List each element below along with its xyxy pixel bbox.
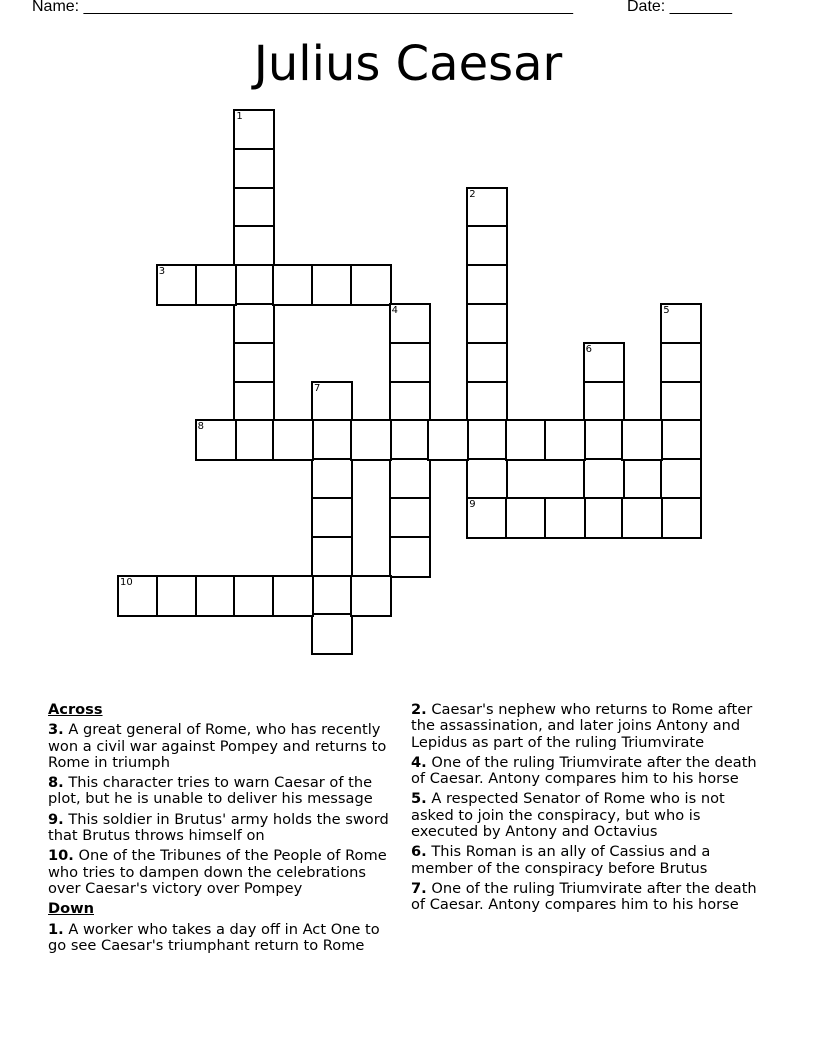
clue-text: A worker who takes a day off in Act One to go see Caesar's triumphant return to Rome xyxy=(48,920,380,954)
clue-down-4 xyxy=(411,755,771,788)
clue-number: 5. xyxy=(411,790,427,808)
cell-number: 5 xyxy=(663,305,670,316)
clue-across-10 xyxy=(48,848,400,897)
clue-text: This soldier in Brutus' army holds the sword that Brutus throws himself on xyxy=(48,810,389,845)
name-field-label[interactable]: Name: _______________________________________________________ xyxy=(32,0,573,15)
clue-number: 9. xyxy=(48,810,64,828)
cell-number: 2 xyxy=(469,188,476,200)
clue-number: 10. xyxy=(48,847,74,865)
cell-number: 4 xyxy=(391,305,398,316)
date-field-label[interactable]: Date: _______ xyxy=(627,0,732,15)
clue-text: Caesar's nephew who returns to Rome after the assassination, and later joins Antony and Lepidus as part of the ruling Triumvirate xyxy=(411,701,753,751)
clue-text: This Roman is an ally of Cassius and a member of the conspiracy before Brutus xyxy=(411,843,711,877)
cell-number: 6 xyxy=(585,343,592,355)
clue-down-1 xyxy=(48,922,400,955)
clue-down-5 xyxy=(411,791,771,840)
clue-down-2 xyxy=(411,702,771,751)
cell-number: 8 xyxy=(197,421,204,433)
clue-text: A great general of Rome, who has recently won a civil war against Pompey and returns to Rome in triumph xyxy=(48,721,387,771)
clue-text: One of the ruling Triumvirate after the death of Caesar. Antony compares him to his horse xyxy=(411,753,757,788)
clue-number: 8. xyxy=(48,774,64,792)
clue-down-7 xyxy=(411,881,771,914)
cell-number: 3 xyxy=(158,266,166,278)
clues-left-column xyxy=(48,702,400,958)
clue-number: 6. xyxy=(411,843,427,861)
cell-number: 10 xyxy=(120,576,133,588)
clue-text: This character tries to warn Caesar of the plot, but he is unable to deliver his message xyxy=(48,774,373,808)
cell-number: 7 xyxy=(314,382,321,394)
cell-number: 1 xyxy=(236,111,243,122)
clue-across-8 xyxy=(48,775,400,808)
clue-number: 1. xyxy=(48,920,64,938)
clue-number: 2. xyxy=(411,701,427,718)
clue-text: One of the Tribunes of the People of Rome who tries to dampen down the celebrations over Caesar's victory over Pompey xyxy=(48,847,387,897)
puzzle-title: Julius Caesar xyxy=(253,36,563,92)
clue-text: A respected Senator of Rome who is not asked to join the conspiracy, but who is executed by Antony and Octavius xyxy=(411,790,725,841)
clue-number: 7. xyxy=(411,879,427,897)
down-heading: Down xyxy=(48,900,95,918)
clue-across-9 xyxy=(48,812,400,845)
clue-across-3 xyxy=(48,722,400,771)
clue-down-6 xyxy=(411,844,771,877)
clues-right-column xyxy=(411,702,771,918)
clue-text: One of the ruling Triumvirate after the death of Caesar. Antony compares him to his horse xyxy=(411,879,757,914)
across-heading: Across xyxy=(48,701,103,718)
clue-number: 3. xyxy=(48,721,64,739)
cell-number: 9 xyxy=(469,499,476,510)
clue-number: 4. xyxy=(411,753,427,771)
